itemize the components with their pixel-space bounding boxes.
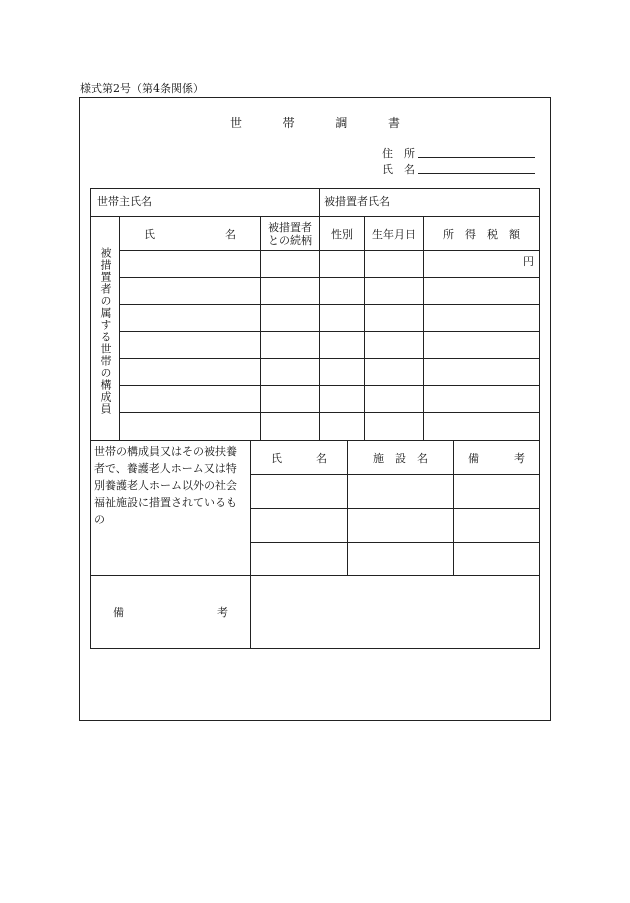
sex-header: [319, 216, 365, 251]
protected-person-cell[interactable]: [319, 188, 540, 217]
member-row-3-relation[interactable]: [260, 304, 320, 332]
name-label: 氏 名: [382, 163, 415, 176]
household-head-label: 世帯主氏名: [97, 195, 152, 208]
title-char-1: 世: [230, 116, 243, 130]
name-underline: [418, 173, 535, 174]
title-char-2: 帯: [282, 116, 295, 130]
name-field[interactable]: [382, 161, 418, 177]
document-title: [230, 114, 400, 131]
member-row-7-income-tax[interactable]: [423, 412, 540, 441]
facility-name-header-b: 名: [316, 451, 327, 465]
facility-name-header: [250, 440, 348, 475]
relation-header-line1: 被措置者: [268, 220, 312, 234]
member-row-4-name[interactable]: [119, 331, 261, 359]
title-char-4: 書: [387, 116, 400, 130]
facility-remarks-header-b: 考: [514, 451, 525, 465]
member-row-6-dob[interactable]: [364, 385, 424, 413]
facility-row-3-facility[interactable]: [347, 542, 454, 576]
yen-unit: 円: [523, 255, 534, 268]
facility-row-2-name[interactable]: [250, 508, 348, 543]
member-row-4-income-tax[interactable]: [423, 331, 540, 359]
member-row-1-name[interactable]: [119, 250, 261, 278]
member-row-7-sex[interactable]: [319, 412, 365, 441]
remarks-label-b: 考: [217, 606, 228, 619]
members-side-label: 被措置者の属する世帯の構成員: [99, 247, 112, 415]
member-row-5-dob[interactable]: [364, 358, 424, 386]
member-row-4-sex[interactable]: [319, 331, 365, 359]
member-name-header-a: 氏: [144, 227, 155, 241]
member-row-3-dob[interactable]: [364, 304, 424, 332]
member-row-1-income-tax[interactable]: [423, 250, 540, 278]
facility-row-2-facility[interactable]: [347, 508, 454, 543]
dob-header-label: 生年月日: [372, 227, 416, 241]
facility-row-1-name[interactable]: [250, 474, 348, 509]
member-row-5-name[interactable]: [119, 358, 261, 386]
member-row-6-relation[interactable]: [260, 385, 320, 413]
member-row-2-dob[interactable]: [364, 277, 424, 305]
member-row-2-name[interactable]: [119, 277, 261, 305]
member-row-6-sex[interactable]: [319, 385, 365, 413]
member-row-3-sex[interactable]: [319, 304, 365, 332]
members-side-cell: [90, 216, 120, 441]
member-row-1-relation[interactable]: [260, 250, 320, 278]
member-row-4-relation[interactable]: [260, 331, 320, 359]
facility-row-3-name[interactable]: [250, 542, 348, 576]
remarks-label-a: 備: [113, 606, 124, 619]
facility-row-2-remarks[interactable]: [453, 508, 540, 543]
member-row-3-name[interactable]: [119, 304, 261, 332]
title-char-3: 調: [335, 116, 348, 130]
member-name-header: [119, 216, 261, 251]
relation-header-line2: との続柄: [268, 233, 312, 247]
facility-section-label-cell: [90, 440, 251, 576]
member-name-header-b: 名: [225, 227, 236, 241]
facility-name-header-a: 氏: [271, 451, 282, 465]
member-row-6-name[interactable]: [119, 385, 261, 413]
member-row-4-dob[interactable]: [364, 331, 424, 359]
member-row-1-dob[interactable]: [364, 250, 424, 278]
dob-header: [364, 216, 424, 251]
member-row-7-relation[interactable]: [260, 412, 320, 441]
facility-facility-header-label: 施 設 名: [373, 451, 428, 465]
address-field[interactable]: [382, 145, 418, 161]
member-row-5-relation[interactable]: [260, 358, 320, 386]
facility-facility-header: [347, 440, 454, 475]
member-row-6-income-tax[interactable]: [423, 385, 540, 413]
member-row-5-income-tax[interactable]: [423, 358, 540, 386]
household-head-cell[interactable]: [90, 188, 320, 217]
member-row-2-income-tax[interactable]: [423, 277, 540, 305]
facility-row-1-remarks[interactable]: [453, 474, 540, 509]
facility-remarks-header-a: 備: [468, 451, 479, 465]
address-underline: [418, 157, 535, 158]
sex-header-label: 性別: [331, 227, 353, 241]
member-row-7-name[interactable]: [119, 412, 261, 441]
member-row-2-sex[interactable]: [319, 277, 365, 305]
protected-person-label: 被措置者氏名: [324, 195, 390, 208]
member-row-7-dob[interactable]: [364, 412, 424, 441]
income-tax-header-label: 所 得 税 額: [443, 227, 520, 241]
facility-row-3-remarks[interactable]: [453, 542, 540, 576]
member-row-3-income-tax[interactable]: [423, 304, 540, 332]
facility-row-1-facility[interactable]: [347, 474, 454, 509]
remarks-input-cell[interactable]: [250, 575, 540, 649]
form-number-label: 様式第2号（第4条関係）: [80, 82, 204, 95]
member-row-2-relation[interactable]: [260, 277, 320, 305]
member-row-1-sex[interactable]: [319, 250, 365, 278]
member-row-5-sex[interactable]: [319, 358, 365, 386]
relation-header: [260, 216, 320, 251]
address-label: 住 所: [382, 147, 415, 160]
facility-section-label: 世帯の構成員又はその被扶養者で、養護老人ホーム又は特別養護老人ホーム以外の社会福祉施設に措置されているもの: [94, 445, 237, 526]
income-tax-header: [423, 216, 540, 251]
facility-remarks-header: [453, 440, 540, 475]
remarks-label-cell: [90, 575, 251, 649]
